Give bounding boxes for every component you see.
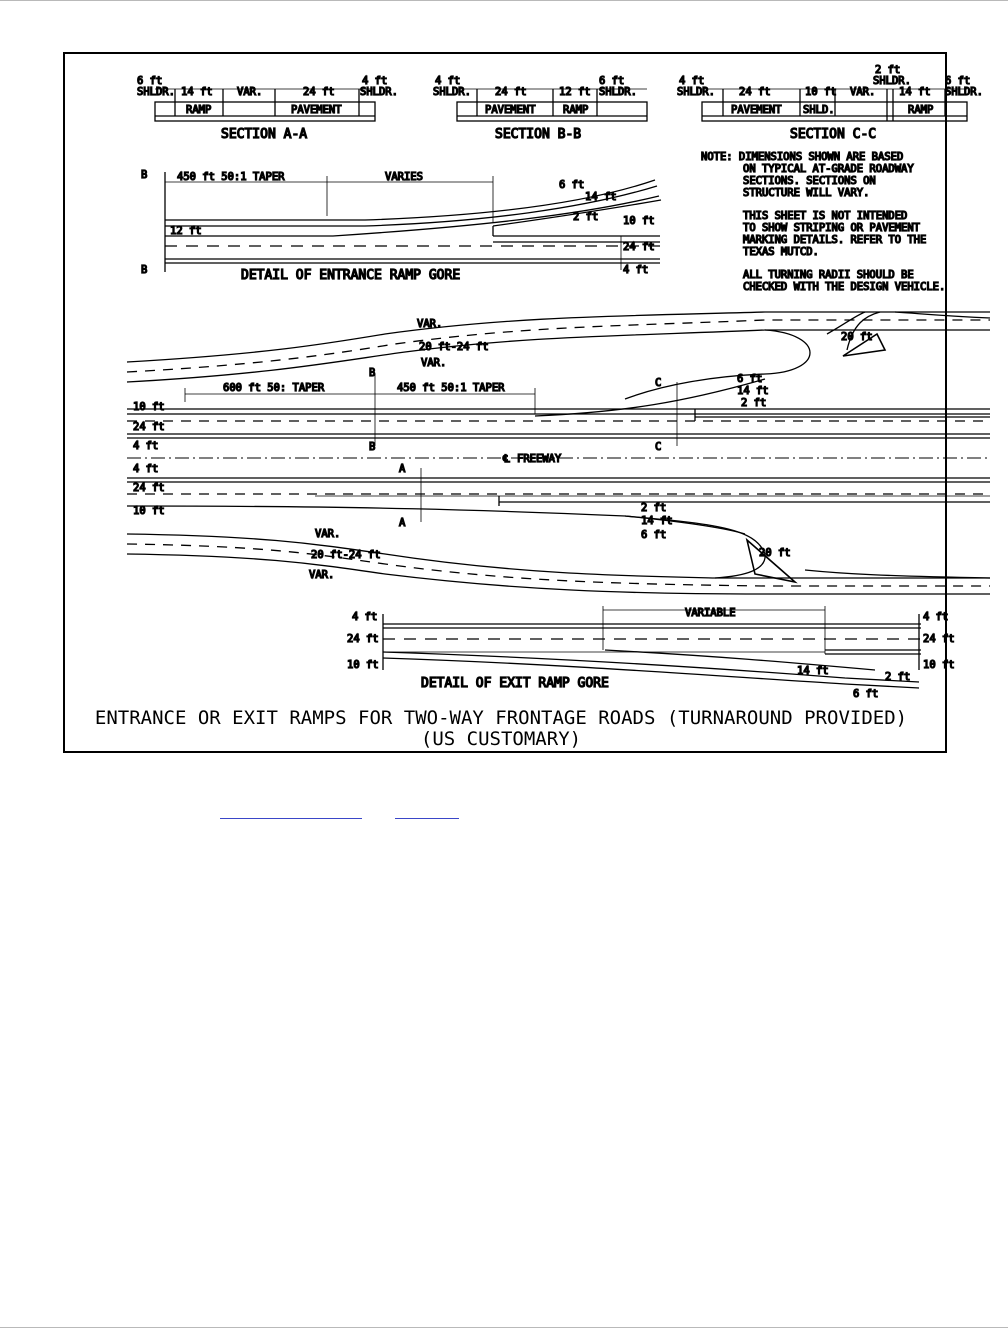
plan-dim-24ft-lower: 24 ft (133, 482, 165, 494)
exit-dim-14ft: 14 ft (797, 665, 829, 677)
plan-width-upper: 20 ft-24 ft (419, 341, 489, 353)
cc-dim-2ft: 2 ft (875, 64, 901, 76)
plan-var-lower-1: VAR. (315, 528, 341, 540)
plan-dim-2ft-upper: 2 ft (741, 397, 767, 409)
entrance-cut-b-bottom: B (141, 264, 148, 276)
plan-cut-c-bottom: C (655, 441, 662, 453)
freeway-label: FREEWAY (517, 453, 562, 465)
cc-shldr-left: SHLDR. (677, 86, 715, 98)
section-aa-title: SECTION A-A (221, 127, 308, 142)
exit-dim-24ft-right: 24 ft (923, 633, 955, 645)
link-underline-2[interactable] (395, 817, 459, 819)
cc-shldr-mid: SHLDR. (873, 75, 911, 87)
plan-var-upper-2: VAR. (421, 357, 447, 369)
plan-taper-450: 450 ft 50:1 TAPER (397, 382, 505, 394)
bb-dim-12ft: 12 ft (559, 86, 591, 98)
entrance-dim-14ft: 14 ft (585, 191, 617, 203)
plan-dim-14ft-upper: 14 ft (737, 385, 769, 397)
note-line-3: SECTIONS. SECTIONS ON (743, 175, 876, 187)
aa-shldr-left: SHLDR. (137, 86, 175, 98)
entrance-dim-12ft: 12 ft (170, 225, 202, 237)
cc-box-ramp: RAMP (908, 104, 934, 116)
cc-box-shld: SHLD. (803, 104, 835, 116)
entrance-dim-4ft: 4 ft (623, 264, 649, 276)
cc-dim-14ft: 14 ft (899, 86, 931, 98)
aa-box-ramp: RAMP (186, 104, 212, 116)
plan-cut-b-bottom: B (369, 441, 376, 453)
note-line-4: STRUCTURE WILL VARY. (743, 187, 870, 199)
cc-box-pavement: PAVEMENT (731, 104, 782, 116)
bb-dim-24ft: 24 ft (495, 86, 527, 98)
note-line-7: MARKING DETAILS. REFER TO THE (743, 234, 927, 246)
plan-dim-10ft-upper: 10 ft (133, 401, 165, 413)
exit-dim-10ft-left: 10 ft (347, 659, 379, 671)
exit-variable-label: VARIABLE (685, 607, 736, 619)
link-underline-1[interactable] (220, 817, 362, 819)
note-line-9: ALL TURNING RADII SHOULD BE (743, 269, 914, 281)
exit-dim-24ft-left: 24 ft (347, 633, 379, 645)
plan-dim-24ft-upper: 24 ft (133, 421, 165, 433)
entrance-dim-10ft: 10 ft (623, 215, 655, 227)
cc-dim-6ft: 6 ft (945, 75, 971, 87)
plan-dim-4ft-lower: 4 ft (133, 463, 159, 475)
entrance-dim-2ft: 2 ft (573, 211, 599, 223)
plan-taper-600: 600 ft 50: TAPER (223, 382, 325, 394)
cc-dim-4ft: 4 ft (679, 75, 705, 87)
centerline-symbol: ℄ (503, 453, 510, 465)
plan-dim-6ft-upper: 6 ft (737, 373, 763, 385)
cc-dim-24ft: 24 ft (739, 86, 771, 98)
bb-shldr-right: SHLDR. (599, 86, 637, 98)
bb-shldr-left: SHLDR. (433, 86, 471, 98)
exit-dim-4ft-left: 4 ft (352, 611, 378, 623)
cc-shldr-right: SHLDR. (945, 86, 983, 98)
plan-width-lower: 20 ft-24 ft (311, 549, 381, 561)
plan-dim-6ft-lower: 6 ft (641, 529, 667, 541)
note-line-5: THIS SHEET IS NOT INTENDED (743, 210, 908, 222)
exit-dim-4ft-right: 4 ft (923, 611, 949, 623)
top-rule (0, 0, 1008, 1)
aa-box-pavement: PAVEMENT (291, 104, 342, 116)
cc-dim-10ft: 10 ft (805, 86, 837, 98)
entrance-detail-title: DETAIL OF ENTRANCE RAMP GORE (241, 268, 461, 283)
section-bb-title: SECTION B-B (495, 127, 582, 142)
exit-dim-6ft: 6 ft (853, 688, 879, 700)
note-line-6: TO SHOW STRIPING OR PAVEMENT (743, 222, 921, 234)
entrance-dim-24ft: 24 ft (623, 241, 655, 253)
aa-dim-24ft: 24 ft (303, 86, 335, 98)
bb-dim-4ft: 4 ft (435, 75, 461, 87)
caption-line-1: ENTRANCE OR EXIT RAMPS FOR TWO-WAY FRONTAGE ROADS (TURNAROUND PROVIDED) (94, 707, 908, 729)
note-line-2: ON TYPICAL AT-GRADE ROADWAY (743, 163, 914, 175)
bb-box-pavement: PAVEMENT (485, 104, 536, 116)
caption-line-2: (US CUSTOMARY) (420, 728, 582, 750)
plan-radius-lower: 20 ft (759, 547, 791, 559)
bb-box-ramp: RAMP (563, 104, 589, 116)
plan-cut-b-top: B (369, 367, 376, 379)
aa-shldr-right: SHLDR. (360, 86, 398, 98)
exit-dim-2ft: 2 ft (885, 671, 911, 683)
exit-dim-10ft-right: 10 ft (923, 659, 955, 671)
note-line-8: TEXAS MUTCD. (743, 246, 819, 258)
plan-radius-upper: 20 ft (841, 331, 873, 343)
note-line-1: NOTE: DIMENSIONS SHOWN ARE BASED (701, 151, 904, 163)
entrance-dim-6ft: 6 ft (559, 179, 585, 191)
plan-dim-10ft-lower: 10 ft (133, 505, 165, 517)
plan-var-upper-1: VAR. (417, 318, 443, 330)
plan-dim-4ft-upper: 4 ft (133, 440, 159, 452)
ramp-diagram (65, 54, 983, 751)
aa-dim-4ft: 4 ft (362, 75, 388, 87)
entrance-cut-b-top: B (141, 169, 148, 181)
aa-dim-6ft: 6 ft (137, 75, 163, 87)
aa-dim-var: VAR. (237, 86, 263, 98)
cc-box-var: VAR. (850, 86, 876, 98)
section-cc-title: SECTION C-C (790, 127, 877, 142)
exit-detail-title: DETAIL OF EXIT RAMP GORE (421, 676, 609, 691)
entrance-taper-label: 450 ft 50:1 TAPER (177, 171, 285, 183)
entrance-varies-label: VARIES (385, 171, 423, 183)
plan-cut-c-top: C (655, 377, 662, 389)
bottom-rule (0, 1327, 1008, 1328)
diagram-frame (63, 52, 983, 753)
plan-dim-14ft-lower: 14 ft (641, 515, 673, 527)
plan-dim-2ft-lower: 2 ft (641, 502, 667, 514)
plan-cut-a-top: A (399, 463, 406, 475)
aa-dim-14ft: 14 ft (181, 86, 213, 98)
note-line-10: CHECKED WITH THE DESIGN VEHICLE. (743, 281, 946, 293)
plan-var-lower-2: VAR. (309, 569, 335, 581)
plan-cut-a-bottom: A (399, 517, 406, 529)
bb-dim-6ft: 6 ft (599, 75, 625, 87)
